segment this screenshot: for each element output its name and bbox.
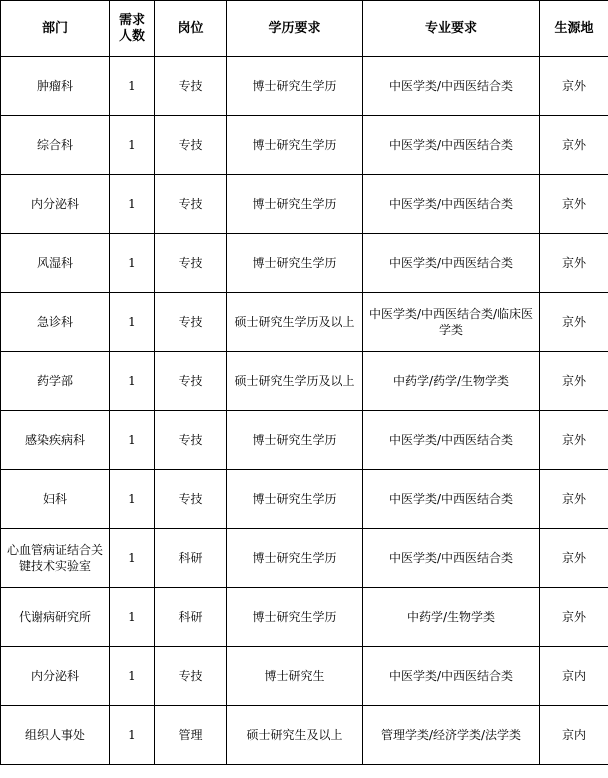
cell-count: 1 <box>110 411 155 470</box>
cell-education: 博士研究生 <box>227 647 363 706</box>
header-count-line1: 需求 <box>118 12 145 28</box>
cell-major: 中医学类/中西医结合类/临床医学类 <box>363 293 540 352</box>
cell-major: 中药学/药学/生物学类 <box>363 352 540 411</box>
header-major: 专业要求 <box>363 1 540 57</box>
table-row <box>1 116 608 175</box>
table-row <box>1 234 608 293</box>
cell-education: 博士研究生学历 <box>227 470 363 529</box>
cell-origin: 京外 <box>540 470 608 529</box>
cell-department: 风湿科 <box>1 234 110 293</box>
cell-origin: 京内 <box>540 706 608 765</box>
cell-education: 博士研究生学历 <box>227 175 363 234</box>
cell-department: 综合科 <box>1 116 110 175</box>
header-education: 学历要求 <box>227 1 363 57</box>
table-row <box>1 57 608 116</box>
cell-position: 科研 <box>155 588 227 647</box>
cell-department: 肿瘤科 <box>1 57 110 116</box>
cell-major: 中医学类/中西医结合类 <box>363 57 540 116</box>
header-count <box>110 1 155 57</box>
cell-origin: 京外 <box>540 116 608 175</box>
cell-count: 1 <box>110 706 155 765</box>
cell-major: 中医学类/中西医结合类 <box>363 116 540 175</box>
cell-origin: 京外 <box>540 57 608 116</box>
cell-origin: 京外 <box>540 411 608 470</box>
cell-position: 专技 <box>155 57 227 116</box>
cell-department: 感染疾病科 <box>1 411 110 470</box>
cell-department: 组织人事处 <box>1 706 110 765</box>
cell-major: 中医学类/中西医结合类 <box>363 411 540 470</box>
table-row <box>1 647 608 706</box>
header-origin: 生源地 <box>540 1 608 57</box>
cell-count: 1 <box>110 470 155 529</box>
cell-major: 中医学类/中西医结合类 <box>363 529 540 588</box>
cell-position: 专技 <box>155 293 227 352</box>
cell-origin: 京外 <box>540 352 608 411</box>
header-row <box>1 1 608 57</box>
cell-department: 代谢病研究所 <box>1 588 110 647</box>
table-row <box>1 293 608 352</box>
table-row <box>1 529 608 588</box>
cell-education: 硕士研究生学历及以上 <box>227 352 363 411</box>
cell-count: 1 <box>110 175 155 234</box>
cell-department: 内分泌科 <box>1 175 110 234</box>
cell-position: 管理 <box>155 706 227 765</box>
cell-count: 1 <box>110 116 155 175</box>
cell-major: 中医学类/中西医结合类 <box>363 647 540 706</box>
table-row <box>1 470 608 529</box>
cell-department: 内分泌科 <box>1 647 110 706</box>
cell-count: 1 <box>110 588 155 647</box>
cell-count: 1 <box>110 352 155 411</box>
table-row <box>1 706 608 765</box>
cell-education: 硕士研究生学历及以上 <box>227 293 363 352</box>
cell-major: 中医学类/中西医结合类 <box>363 175 540 234</box>
cell-count: 1 <box>110 57 155 116</box>
cell-position: 专技 <box>155 175 227 234</box>
header-department: 部门 <box>1 1 110 57</box>
cell-count: 1 <box>110 529 155 588</box>
cell-count: 1 <box>110 234 155 293</box>
cell-education: 博士研究生学历 <box>227 411 363 470</box>
cell-origin: 京外 <box>540 293 608 352</box>
cell-position: 专技 <box>155 470 227 529</box>
header-position: 岗位 <box>155 1 227 57</box>
cell-major: 中药学/生物学类 <box>363 588 540 647</box>
header-count-line2: 人数 <box>118 28 145 44</box>
cell-department: 妇科 <box>1 470 110 529</box>
cell-position: 专技 <box>155 647 227 706</box>
cell-education: 博士研究生学历 <box>227 116 363 175</box>
cell-education: 博士研究生学历 <box>227 588 363 647</box>
cell-count: 1 <box>110 293 155 352</box>
cell-position: 科研 <box>155 529 227 588</box>
cell-origin: 京外 <box>540 175 608 234</box>
cell-origin: 京外 <box>540 529 608 588</box>
cell-major: 管理学类/经济学类/法学类 <box>363 706 540 765</box>
cell-education: 硕士研究生及以上 <box>227 706 363 765</box>
cell-count: 1 <box>110 647 155 706</box>
cell-major: 中医学类/中西医结合类 <box>363 470 540 529</box>
cell-department: 药学部 <box>1 352 110 411</box>
cell-position: 专技 <box>155 116 227 175</box>
cell-origin: 京外 <box>540 588 608 647</box>
cell-origin: 京内 <box>540 647 608 706</box>
cell-major: 中医学类/中西医结合类 <box>363 234 540 293</box>
table-row <box>1 352 608 411</box>
cell-origin: 京外 <box>540 234 608 293</box>
cell-position: 专技 <box>155 411 227 470</box>
cell-education: 博士研究生学历 <box>227 234 363 293</box>
cell-department: 急诊科 <box>1 293 110 352</box>
cell-education: 博士研究生学历 <box>227 529 363 588</box>
table-row <box>1 411 608 470</box>
cell-education: 博士研究生学历 <box>227 57 363 116</box>
cell-position: 专技 <box>155 352 227 411</box>
table-row <box>1 175 608 234</box>
table-row <box>1 588 608 647</box>
cell-position: 专技 <box>155 234 227 293</box>
cell-department: 心血管病证结合关键技术实验室 <box>1 529 110 588</box>
